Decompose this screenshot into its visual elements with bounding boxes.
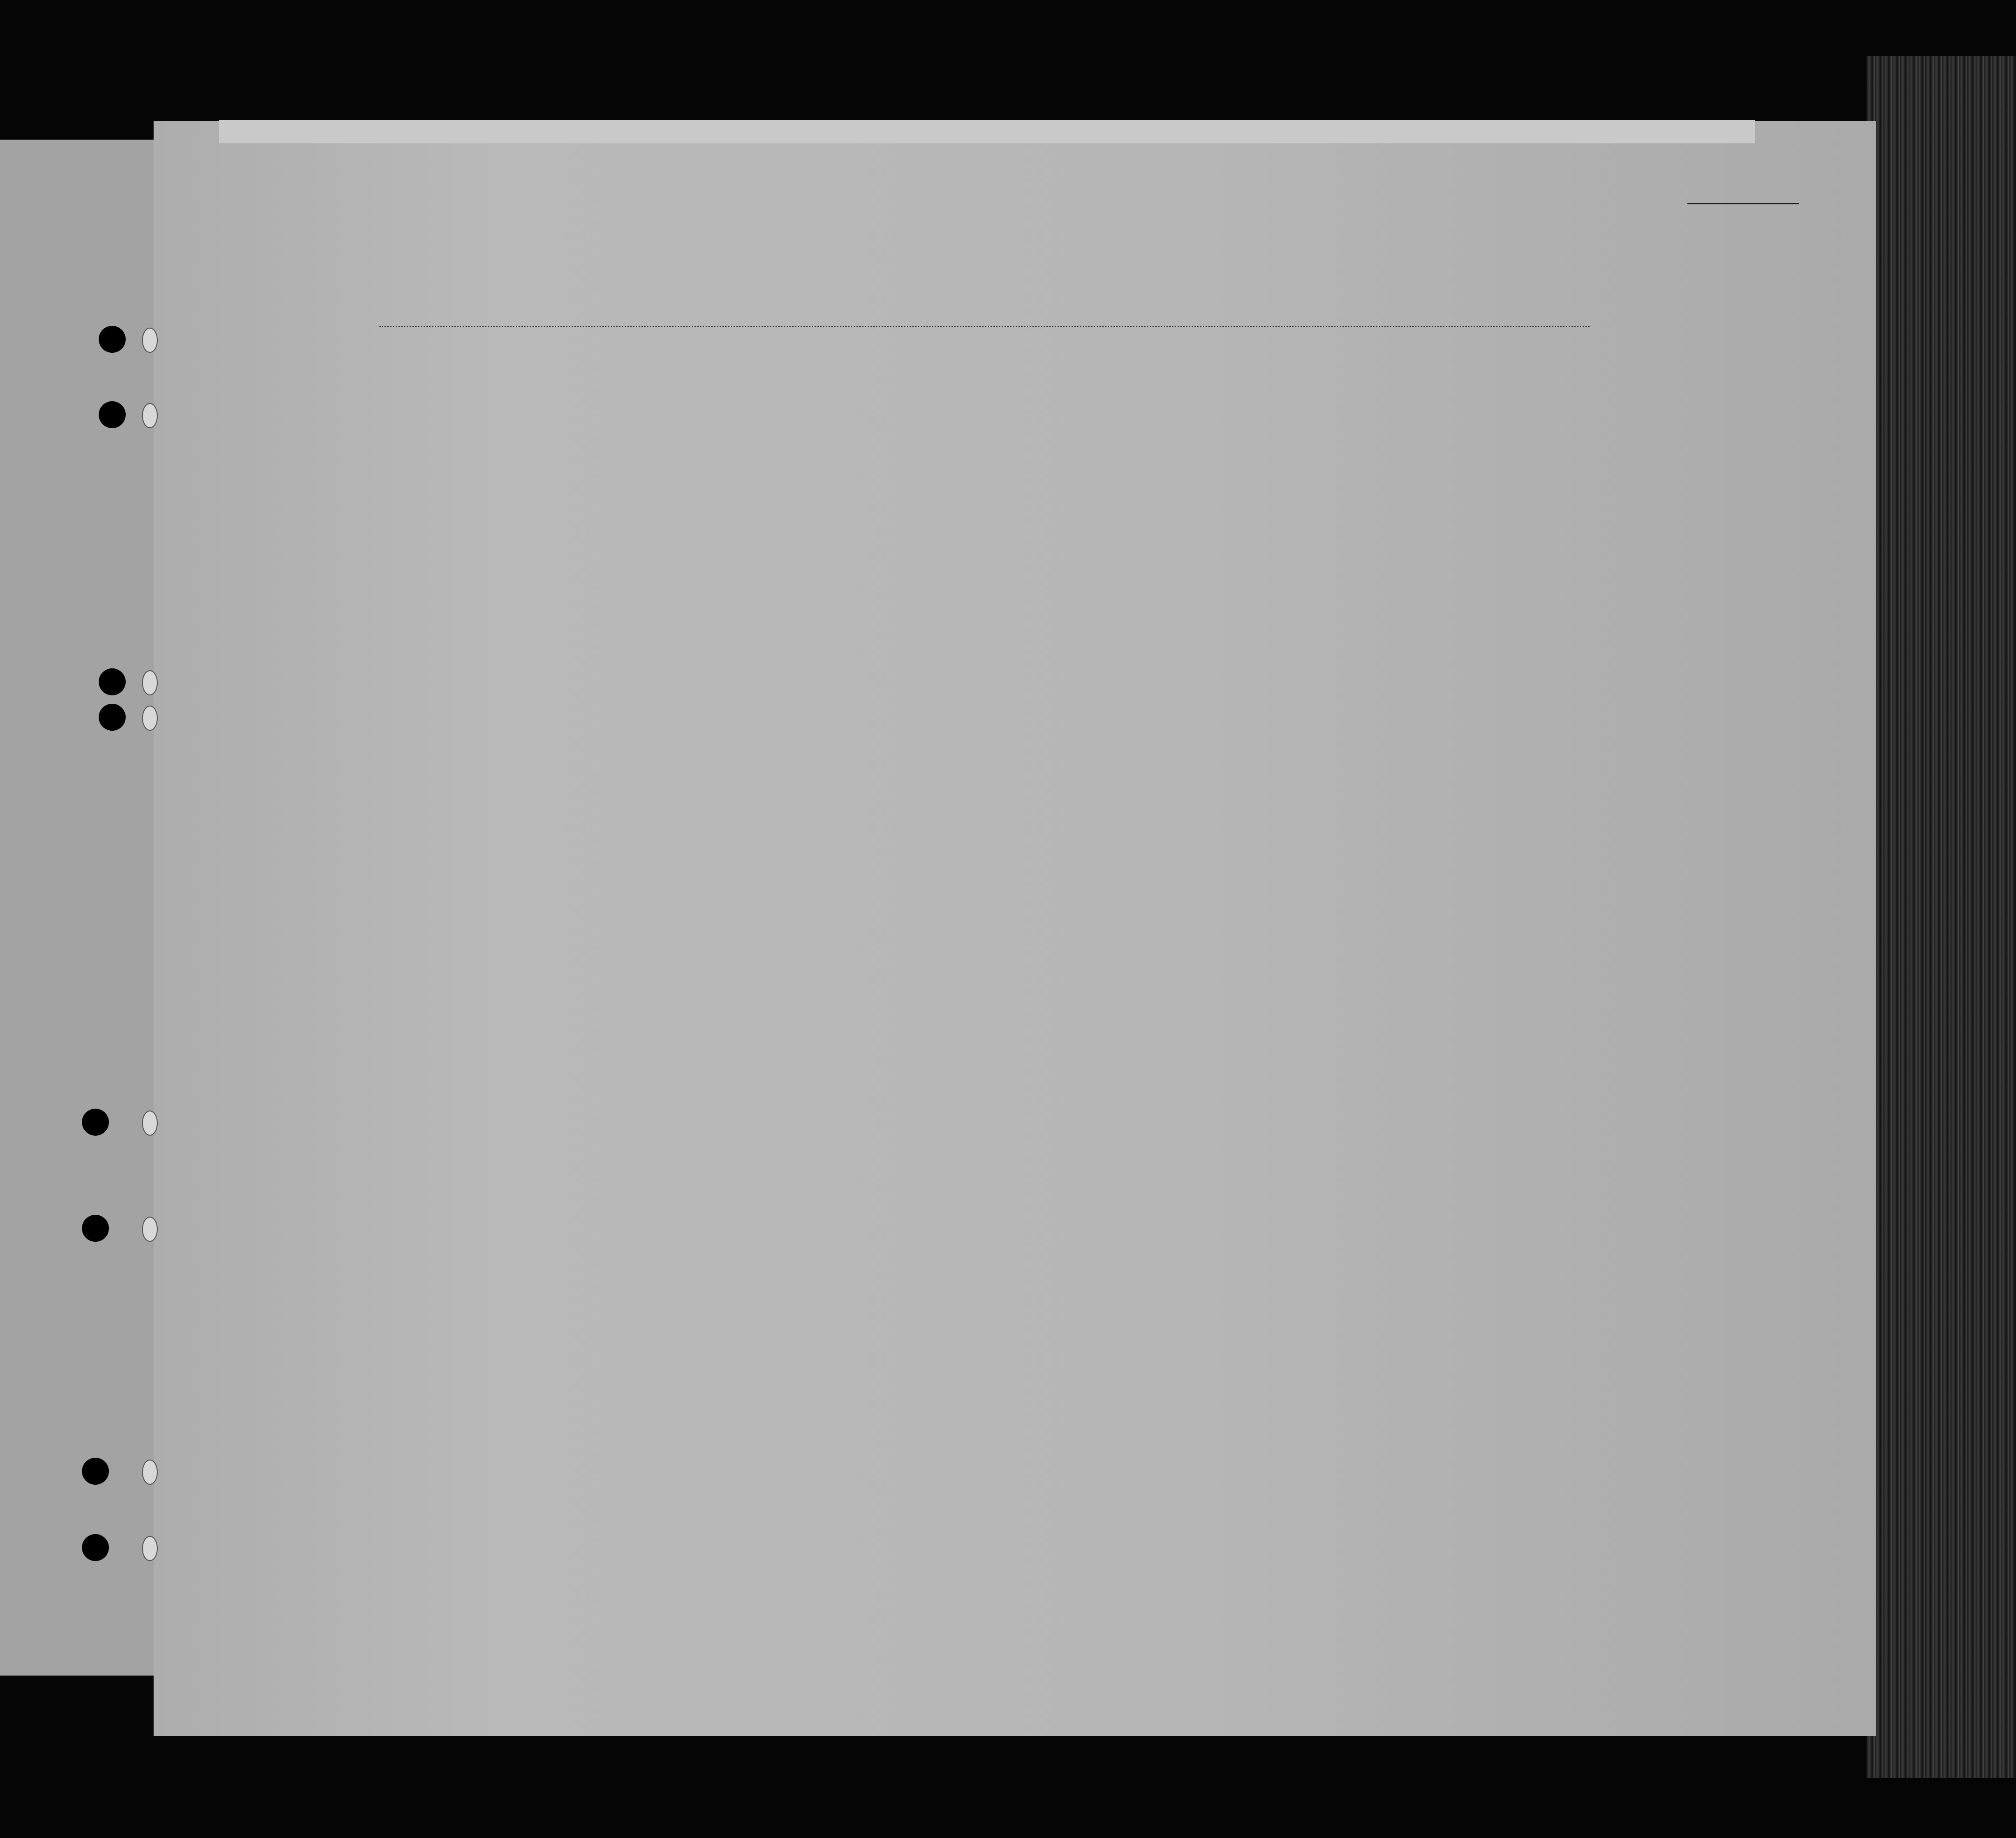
list-rule [1687, 203, 1799, 204]
arriving-rule [379, 326, 1590, 327]
